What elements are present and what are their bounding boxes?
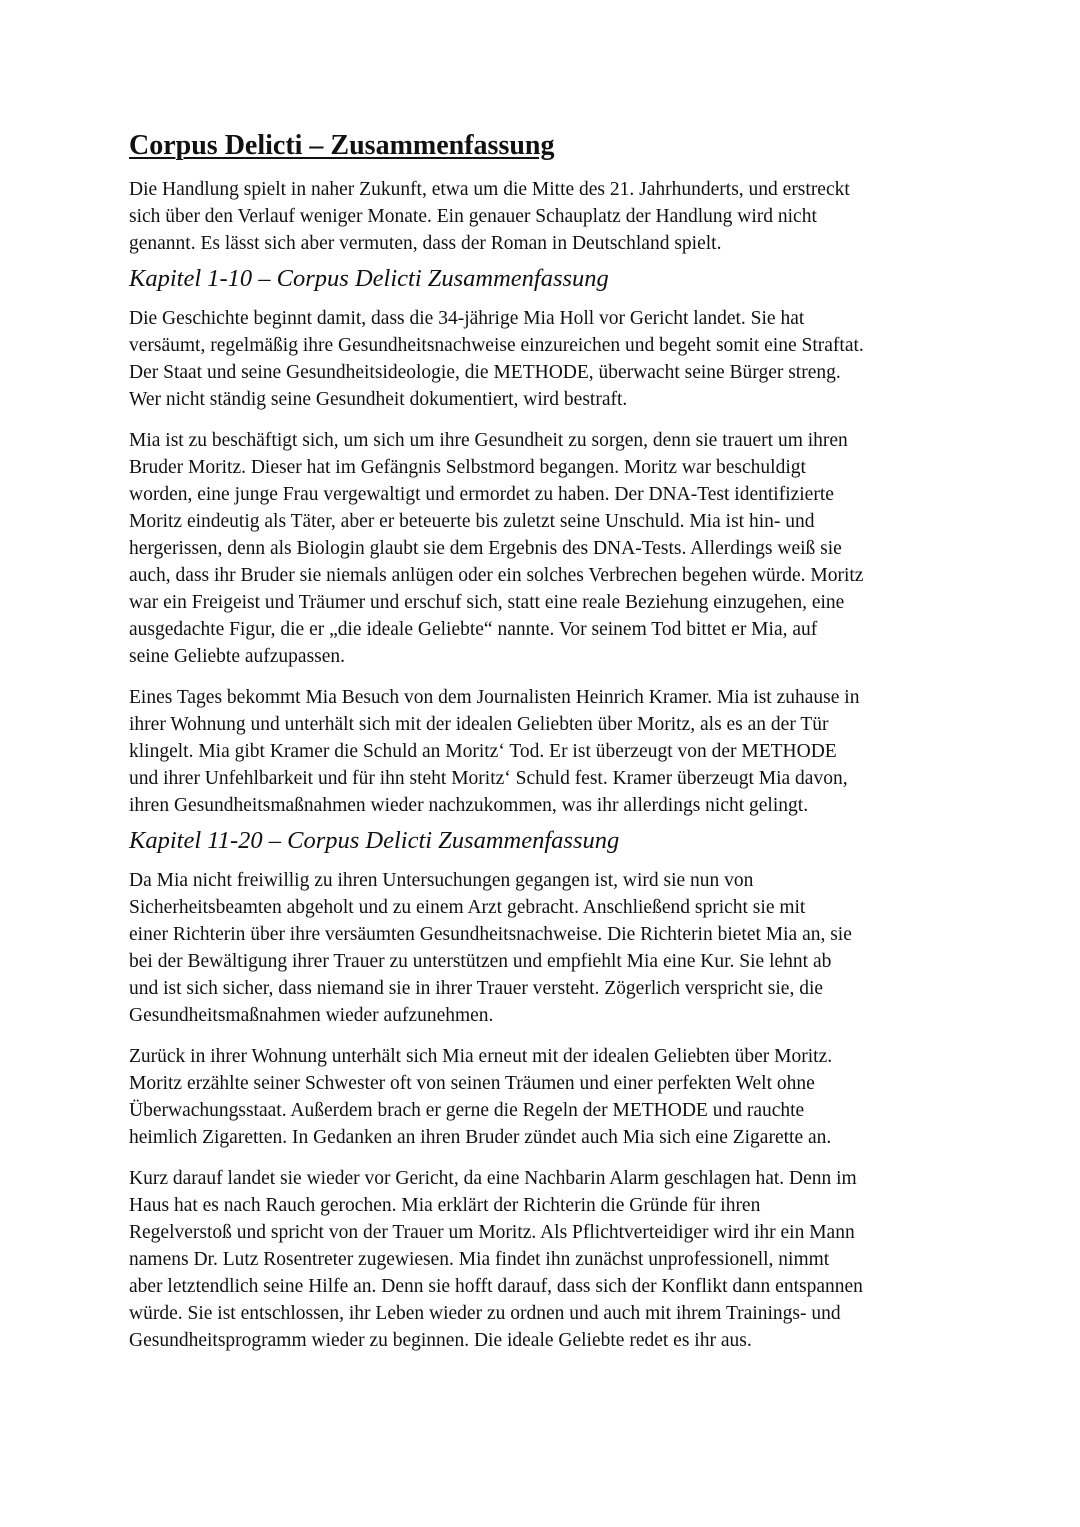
text-line: Der Staat und seine Gesundheitsideologie, die METHODE, überwacht seine Bürger streng. [129, 362, 841, 383]
chapter-heading-1-10: Kapitel 1-10 – Corpus Delicti Zusammenfassung [129, 265, 609, 292]
text-line: Da Mia nicht freiwillig zu ihren Untersuchungen gegangen ist, wird sie nun von [129, 870, 754, 891]
document-title: Corpus Delicti – Zusammenfassung [129, 130, 555, 161]
text-line: heimlich Zigaretten. In Gedanken an ihren Bruder zündet auch Mia sich eine Zigarette an. [129, 1127, 832, 1148]
text-line: seine Geliebte aufzupassen. [129, 646, 346, 667]
intro-paragraph [129, 176, 957, 257]
text-line: Die Geschichte beginnt damit, dass die 34-jährige Mia Holl vor Gericht landet. Sie hat [129, 308, 805, 329]
text-line: genannt. Es lässt sich aber vermuten, dass der Roman in Deutschland spielt. [129, 233, 722, 254]
text-line: Bruder Moritz. Dieser hat im Gefängnis Selbstmord begangen. Moritz war beschuldigt [129, 457, 806, 478]
chapter1-paragraph-3 [129, 684, 957, 819]
text-line: Regelverstoß und spricht von der Trauer um Moritz. Als Pflichtverteidiger wird ihr ein Mann [129, 1222, 855, 1243]
text-line: sich über den Verlauf weniger Monate. Ein genauer Schauplatz der Handlung wird nicht [129, 206, 817, 227]
text-line: Eines Tages bekommt Mia Besuch von dem Journalisten Heinrich Kramer. Mia ist zuhause in [129, 687, 860, 708]
chapter2-paragraph-1 [129, 867, 957, 1029]
text-line: Sicherheitsbeamten abgeholt und zu einem Arzt gebracht. Anschließend spricht sie mit [129, 897, 806, 918]
text-line: Gesundheitsprogramm wieder zu beginnen. Die ideale Geliebte redet es ihr aus. [129, 1330, 752, 1351]
text-line: auch, dass ihr Bruder sie niemals anlügen oder ein solches Verbrechen begehen würde. Moritz [129, 565, 864, 586]
text-line: Kurz darauf landet sie wieder vor Gericht, da eine Nachbarin Alarm geschlagen hat. Denn im [129, 1168, 857, 1189]
text-line: Die Handlung spielt in naher Zukunft, etwa um die Mitte des 21. Jahrhunderts, und erstreckt [129, 179, 850, 200]
text-line: Moritz erzählte seiner Schwester oft von seinen Träumen und einer perfekten Welt ohne [129, 1073, 815, 1094]
text-line: war ein Freigeist und Träumer und erschuf sich, statt eine reale Beziehung einzugehen, eine [129, 592, 845, 613]
text-line: ausgedachte Figur, die er „die ideale Geliebte“ nannte. Vor seinem Tod bittet er Mia, auf [129, 619, 818, 640]
document-page [129, 128, 957, 1368]
text-line: Mia ist zu beschäftigt sich, um sich um ihre Gesundheit zu sorgen, denn sie trauert um ihren [129, 430, 848, 451]
text-line: einer Richterin über ihre versäumten Gesundheitsnachweise. Die Richterin bietet Mia an, sie [129, 924, 852, 945]
text-line: würde. Sie ist entschlossen, ihr Leben wieder zu ordnen und auch mit ihrem Trainings- und [129, 1303, 841, 1324]
chapter1-paragraph-1 [129, 305, 957, 413]
text-line: Gesundheitsmaßnahmen wieder aufzunehmen. [129, 1005, 494, 1026]
text-line: Haus hat es nach Rauch gerochen. Mia erklärt der Richterin die Gründe für ihren [129, 1195, 761, 1216]
text-line: versäumt, regelmäßig ihre Gesundheitsnachweise einzureichen und begeht somit eine Straftat. [129, 335, 864, 356]
chapter1-paragraph-2 [129, 427, 957, 670]
text-line: bei der Bewältigung ihrer Trauer zu unterstützen und empfiehlt Mia eine Kur. Sie lehnt ab [129, 951, 832, 972]
text-line: Überwachungsstaat. Außerdem brach er gerne die Regeln der METHODE und rauchte [129, 1100, 805, 1121]
text-line: Wer nicht ständig seine Gesundheit dokumentiert, wird bestraft. [129, 389, 628, 410]
text-line: und ihrer Unfehlbarkeit und für ihn steht Moritz‘ Schuld fest. Kramer überzeugt Mia davon, [129, 768, 848, 789]
text-line: ihrer Wohnung und unterhält sich mit der idealen Geliebten über Moritz, als es an der Tür [129, 714, 829, 735]
text-line: hergerissen, denn als Biologin glaubt sie dem Ergebnis des DNA-Tests. Allerdings weiß sie [129, 538, 842, 559]
text-line: aber letztendlich seine Hilfe an. Denn sie hofft darauf, dass sich der Konflikt dann entspannen [129, 1276, 863, 1297]
text-line: klingelt. Mia gibt Kramer die Schuld an Moritz‘ Tod. Er ist überzeugt von der METHODE [129, 741, 837, 762]
text-line: namens Dr. Lutz Rosentreter zugewiesen. Mia findet ihn zunächst unprofessionell, nimmt [129, 1249, 830, 1270]
text-line: und ist sich sicher, dass niemand sie in ihrer Trauer versteht. Zögerlich verspricht sie, die [129, 978, 824, 999]
chapter-heading-11-20: Kapitel 11-20 – Corpus Delicti Zusammenfassung [129, 827, 620, 854]
chapter2-paragraph-2 [129, 1043, 957, 1151]
text-line: Zurück in ihrer Wohnung unterhält sich Mia erneut mit der idealen Geliebten über Moritz. [129, 1046, 833, 1067]
text-line: ihren Gesundheitsmaßnahmen wieder nachzukommen, was ihr allerdings nicht gelingt. [129, 795, 809, 816]
text-line: Moritz eindeutig als Täter, aber er beteuerte bis zuletzt seine Unschuld. Mia ist hin- und [129, 511, 815, 532]
text-line: worden, eine junge Frau vergewaltigt und ermordet zu haben. Der DNA-Test identifizierte [129, 484, 834, 505]
chapter2-paragraph-3 [129, 1165, 957, 1354]
